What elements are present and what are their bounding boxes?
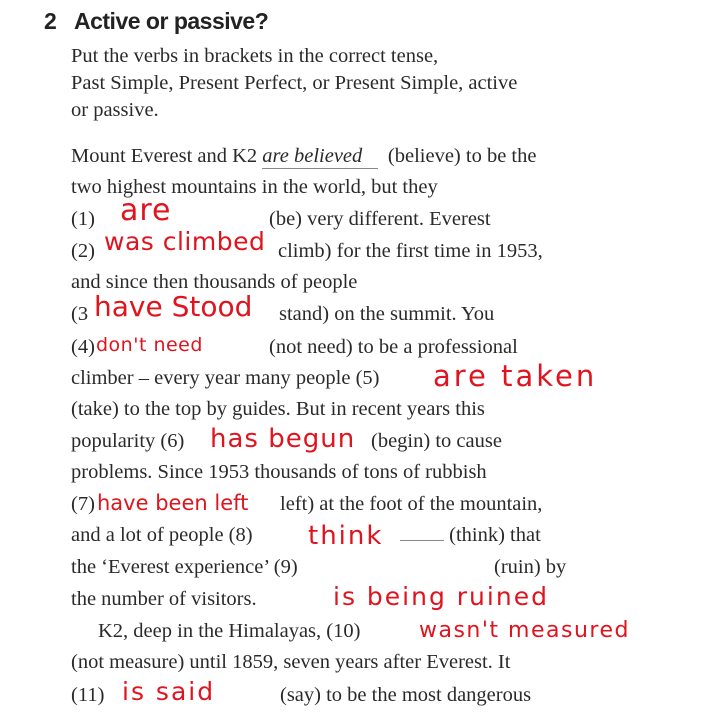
- text-line: (say) to be the most dangerous: [280, 684, 532, 706]
- exercise-number: 2: [44, 8, 57, 34]
- text-line: (take) to the top by guides. But in recent years this: [71, 398, 485, 420]
- handwritten-answer-1: are: [120, 193, 172, 228]
- text-line: left) at the foot of the mountain,: [280, 493, 543, 515]
- text-line: problems. Since 1953 thousands of tons of rubbish: [71, 461, 487, 483]
- text-line: (not need) to be a professional: [269, 336, 518, 358]
- instruction-line: Put the verbs in brackets in the correct tense,: [71, 45, 439, 67]
- text-line: [71, 145, 536, 169]
- handwritten-answer-5: are taken: [433, 359, 598, 393]
- handwritten-answer-6: has begun: [210, 424, 356, 454]
- text-line: K2, deep in the Himalayas, (10): [98, 620, 361, 642]
- handwritten-answer-2: was climbed: [104, 227, 266, 256]
- handwritten-answer-3: have Stood: [94, 290, 253, 323]
- text-line: (be) very different. Everest: [269, 208, 491, 230]
- handwritten-answer-7: have been left: [97, 491, 249, 515]
- instruction-line: or passive.: [71, 99, 159, 121]
- handwritten-answer-11: is said: [122, 677, 216, 706]
- text-line: (7): [71, 493, 95, 515]
- example-rest: (believe) to be the: [387, 145, 537, 167]
- text-line: and a lot of people (8): [71, 524, 253, 546]
- answer-blank: [400, 540, 444, 541]
- text-line: popularity (6): [71, 430, 185, 452]
- example-answer: are believed: [262, 145, 363, 167]
- text-line: the number of visitors.: [71, 588, 257, 610]
- text-line: (2): [71, 240, 95, 262]
- text-line: (not measure) until 1859, seven years after Everest. It: [71, 651, 511, 673]
- text-line: (1): [71, 208, 95, 230]
- example-start: Mount Everest and K2: [71, 145, 263, 167]
- text-fragment: (think) that: [449, 524, 541, 546]
- handwritten-answer-4: don't need: [96, 334, 203, 356]
- text-line: [396, 524, 541, 547]
- text-line: stand) on the summit. You: [279, 303, 495, 325]
- handwritten-answer-9: is being ruined: [333, 582, 549, 611]
- text-line: (ruin) by: [494, 556, 567, 578]
- text-line: climber – every year many people (5): [71, 367, 380, 389]
- text-line: (4): [71, 336, 95, 358]
- text-line: and since then thousands of people: [71, 271, 358, 293]
- text-line: (3: [71, 303, 89, 325]
- text-line: (begin) to cause: [371, 430, 502, 452]
- handwritten-answer-8: think: [308, 521, 384, 551]
- text-line: two highest mountains in the world, but they: [71, 176, 438, 198]
- text-line: climb) for the first time in 1953,: [278, 240, 543, 262]
- handwritten-answer-10: wasn't measured: [419, 618, 630, 643]
- text-line: the ‘Everest experience’ (9): [71, 556, 298, 578]
- exercise-title: Active or passive?: [74, 8, 269, 34]
- example-answer-gap: [262, 145, 377, 169]
- text-line: (11): [71, 684, 105, 706]
- instruction-line: Past Simple, Present Perfect, or Present Simple, active: [71, 72, 518, 94]
